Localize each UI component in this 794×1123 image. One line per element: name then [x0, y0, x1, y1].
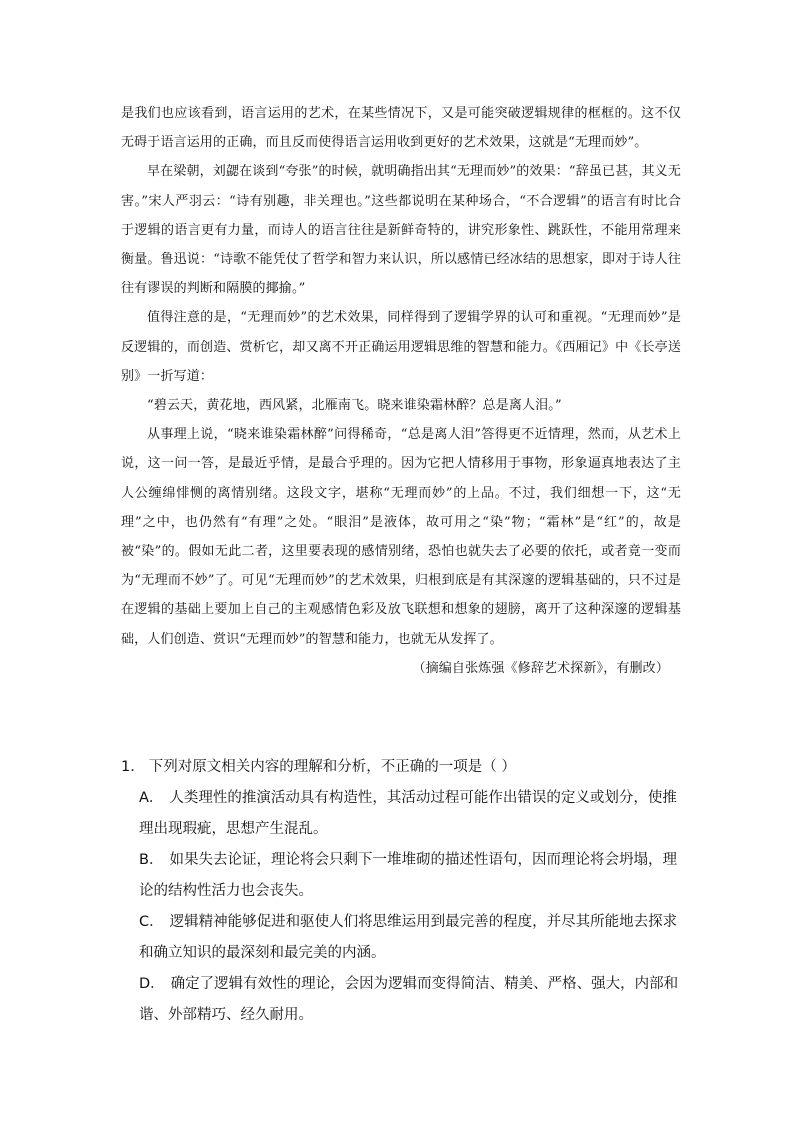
question-block	[121, 752, 687, 1031]
option-text: 逻辑精神能够促进和驱使人们将思维运用到最完善的程度，并尽其所能地去探求和确立知识的最深刻和最完美的内涵。	[139, 914, 678, 961]
quoted-verse: “碧云天，黄花地，西风紧，北雁南飞。晓来谁染霜林醉？总是离人泪。”	[147, 398, 562, 414]
passage-paragraph: 早在梁朝，刘勰在谈到“夸张”的时候，就明确指出其“无理而妙”的效果：“辞虽已甚，其义无害。”宋人严羽云：“诗有别趣，非关理也。”这些都说明在某种场合，“不合逻辑”的语言有时比合于逻辑的语言更有力量，而诗人的语言往往是新鲜奇特的，讲究形象性、跳跃性，不能用常理来衡量。鲁迅说：“诗歌不能凭仗了哲学和智力来认识，所以感情已经冰结的思想家，即对于诗人往往有谬误的判断和隔膜的揶揄。”	[121, 164, 681, 297]
option-letter: A．	[139, 790, 164, 806]
option-text: 人类理性的推演活动具有构造性，其活动过程可能作出错误的定义或划分，使推理出现瑕疵，思想产生混乱。	[139, 790, 677, 837]
option-b[interactable]	[139, 845, 687, 907]
answer-options	[121, 783, 687, 1031]
passage-paragraph: 值得注意的是，“无理而妙”的艺术效果，同样得到了逻辑学界的认可和重视。“无理而妙”是反逻辑的，而创造、赏析它，却又离不开正确运用逻辑思维的智慧和能力。《西厢记》中《长亭送别》一折写道：	[121, 310, 681, 384]
option-letter: B．	[139, 852, 164, 868]
option-d[interactable]	[139, 969, 687, 1031]
passage-paragraph: 从事理上说，“晓来谁染霜林醉”问得稀奇，“总是离人泪”答得更不近情理，然而，从艺术上说，这一问一答，是最近乎情，是最合乎理的。因为它把人情移用于事物，形象逼真地表达了主人公缠绵悱恻的离情别绪。这段文字，堪称“无理而妙”的上品。不过，我们细想一下，这“无理”之中，也仍然有“有理”之处。“眼泪”是液体，故可用之“染”物；“霜林”是“红”的，故是被“染”的。假如无此二者，这里要表现的感情别绪，恐怕也就失去了必要的依托，或者竟一变而为“无理而不妙”了。可见“无理而妙”的艺术效果，归根到底是有其深邃的逻辑基础的，只不过是在逻辑的基础上要加上自己的主观感情色彩及放飞联想和想象的翅膀，离开了这种深邃的逻辑基础，人们创造、赏识“无理而妙”的智慧和能力，也就无从发挥了。	[121, 427, 681, 647]
reading-passage	[121, 99, 681, 683]
passage-source: （摘编自张炼强《修辞艺术探新》，有删改）	[412, 660, 669, 676]
option-text: 确定了逻辑有效性的理论，会因为逻辑而变得简洁、精美、严格、强大，内部和谐、外部精巧、经久耐用。	[139, 976, 679, 1023]
passage-paragraph: 是我们也应该看到，语言运用的艺术，在某些情况下，又是可能突破逻辑规律的框框的。这不仅无碍于语言运用的正确，而且反而使得语言运用收到更好的艺术效果，这就是“无理而妙”。	[121, 106, 681, 151]
option-letter: C．	[139, 914, 164, 930]
option-letter: D．	[139, 976, 165, 992]
question-stem	[121, 752, 687, 783]
option-a[interactable]	[139, 783, 687, 845]
question-number: 1．	[121, 759, 145, 775]
option-text: 如果失去论证，理论将会只剩下一堆堆砌的描述性语句，因而理论将会坍塌，理论的结构性活力也会丧失。	[139, 852, 677, 899]
question-text: 下列对原文相关内容的理解和分析，不正确的一项是（ ）	[148, 759, 516, 775]
option-c[interactable]	[139, 907, 687, 969]
